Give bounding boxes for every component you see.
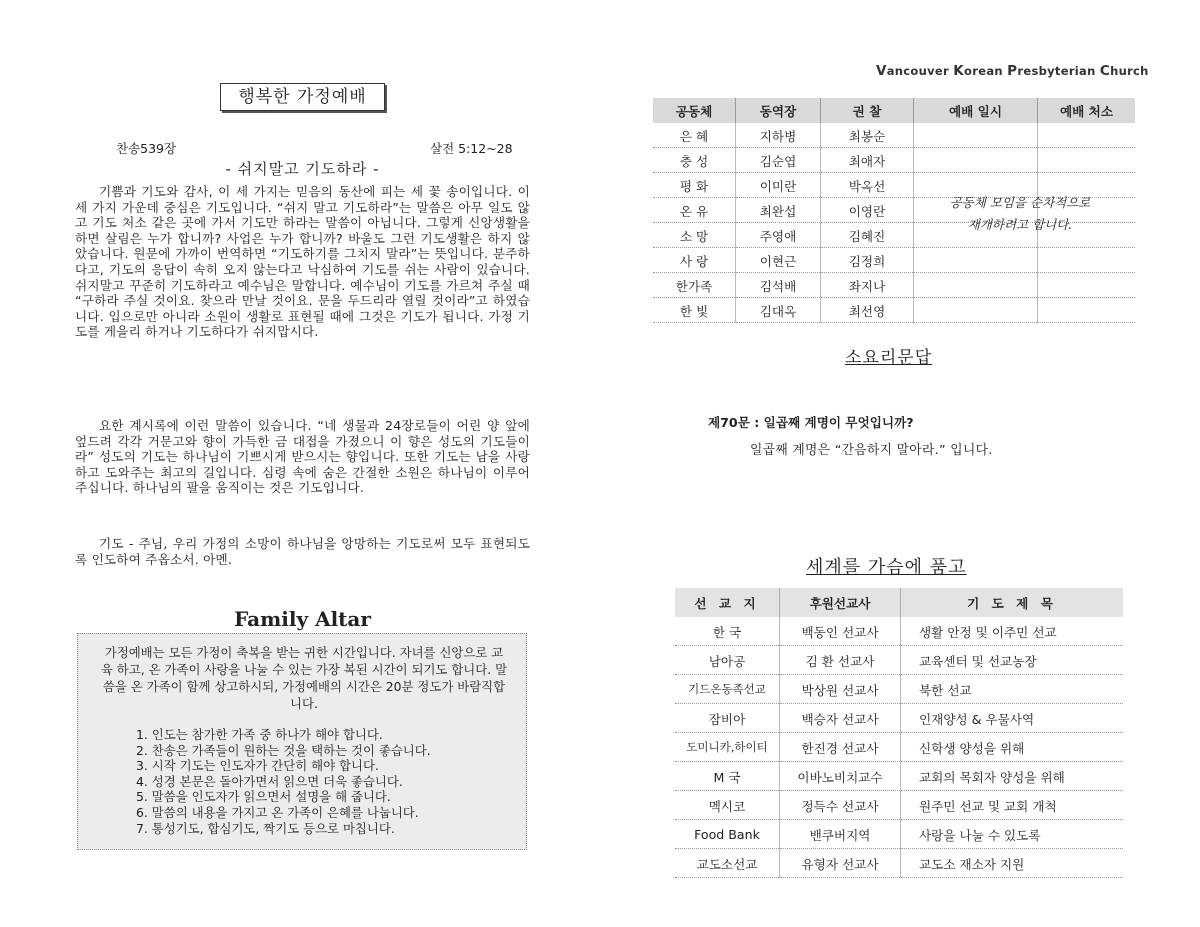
- table-cell: 평 화: [653, 173, 736, 198]
- table-cell: Food Bank: [675, 820, 780, 849]
- table-cell: 김석배: [736, 273, 821, 298]
- sermon-paragraph-1: 기쁨과 기도와 감사, 이 세 가지는 믿음의 동산에 피는 세 꽃 송이입니다. 이 세 가지 가운데 중심은 기도입니다. “쉬지 말고 기도하라”는 말씀은 아무 일도 않고 기도 처소 같은 곳에 가서 기도만 하라는 말씀이 아닙니다. 그렇게 신앙생활을 하면 살림은 누가 합니까? 사업은 누가 합니까? 바울도 그런 기도생활은 하지 않았습니다. 원문에 가까이 번역하면 “기도하기를 그치지 말라”는 뜻입니다. 분주하다고, 기도의 응답이 속히 오지 않는다고 낙심하여 기도를 쉬는 사람이 있습니다. 쉬지말고 꾸준히 기도하라고 예수님은 말합니다. 예수님이 기도를 가르쳐 주실 때 “구하라 주실 것이요. 찾으라 만날 것이요. 문을 두드리라 열릴 것이라”고 하였습니다. 입으로만 아니라 소원이 생활로 표현될 때에 그것은 기도가 됩니다. 가정 기도를 게을리 하거나 기도하다가 쉬지맙시다.: [75, 184, 530, 340]
- table-cell: 한가족: [653, 273, 736, 298]
- table-cell: [1038, 273, 1136, 298]
- table-cell: 멕시코: [675, 791, 780, 820]
- note-line: 재개하려고 합니다.: [967, 217, 1073, 232]
- hymn-number: 찬송539장: [116, 141, 177, 156]
- list-item: 6. 말씀의 내용을 가지고 온 가족이 은혜를 나눕니다.: [136, 804, 419, 820]
- table-cell: 김 환 선교사: [780, 646, 901, 675]
- mission-table: [675, 588, 1123, 878]
- family-altar-title: Family Altar: [234, 607, 371, 631]
- table-row: [653, 248, 1135, 273]
- table-cell: 은 혜: [653, 123, 736, 148]
- table-row: [675, 762, 1123, 791]
- table-row: [675, 646, 1123, 675]
- sermon-title: - 쉬지말고 기도하라 -: [225, 160, 380, 178]
- scripture-reference: 살전 5:12~28: [430, 141, 513, 156]
- table-cell: 한진경 선교사: [780, 733, 901, 762]
- table-cell: 김혜진: [821, 223, 914, 248]
- table-cell: 최봉순: [821, 123, 914, 148]
- table-cell: 교육센터 및 선교농장: [901, 646, 1124, 675]
- table-cell: [914, 148, 1038, 173]
- table-row: [675, 675, 1123, 704]
- mission-title: 세계를 가슴에 품고: [806, 557, 967, 578]
- table-row: [653, 123, 1135, 148]
- family-altar-box: [77, 633, 527, 850]
- table-cell: 충 성: [653, 148, 736, 173]
- column-header: 기 도 제 목: [901, 588, 1124, 617]
- church-name: Vancouver Korean Presbyterian Church: [876, 63, 1149, 79]
- table-cell: 최애자: [821, 148, 914, 173]
- table-row: [675, 617, 1123, 646]
- column-header: 공동체: [653, 98, 736, 123]
- table-header-row: [675, 588, 1123, 617]
- column-header: 예배 처소: [1038, 98, 1136, 123]
- table-row: [675, 704, 1123, 733]
- table-cell: 원주민 선교 및 교회 개척: [901, 791, 1124, 820]
- table-cell: 교회의 목회자 양성을 위해: [901, 762, 1124, 791]
- table-row: [675, 820, 1123, 849]
- table-cell: [1038, 248, 1136, 273]
- table-cell: [914, 123, 1038, 148]
- note-line: 공동체 모임을 순차적으로: [949, 195, 1091, 210]
- page-title: 행복한 가정예배: [220, 83, 385, 111]
- table-cell: [914, 248, 1038, 273]
- table-cell: 사 랑: [653, 248, 736, 273]
- table-cell: 잠비아: [675, 704, 780, 733]
- table-row: [653, 148, 1135, 173]
- table-cell: 백승자 선교사: [780, 704, 901, 733]
- list-item: 7. 통성기도, 합심기도, 짝기도 등으로 마칩니다.: [136, 820, 395, 836]
- table-cell: 최완섭: [736, 198, 821, 223]
- table-cell: 기드온동족선교: [675, 675, 780, 704]
- table-row: [675, 733, 1123, 762]
- list-item: 4. 성경 본문은 돌아가면서 읽으면 더욱 좋습니다.: [136, 773, 403, 789]
- table-header-row: [653, 98, 1135, 123]
- table-cell: 이영란: [821, 198, 914, 223]
- list-item: 5. 말씀을 인도자가 읽으면서 설명을 해 줍니다.: [136, 789, 391, 805]
- column-header: 권 찰: [821, 98, 914, 123]
- table-cell: 주영애: [736, 223, 821, 248]
- table-row: [675, 791, 1123, 820]
- table-cell: 지하병: [736, 123, 821, 148]
- column-header: 동역장: [736, 98, 821, 123]
- table-cell: 신학생 양성을 위해: [901, 733, 1124, 762]
- table-cell: 정득수 선교사: [780, 791, 901, 820]
- family-altar-list: [136, 727, 431, 836]
- list-item: 1. 인도는 참가한 가족 중 하나가 해야 합니다.: [136, 727, 383, 742]
- table-cell: 박상원 선교사: [780, 675, 901, 704]
- table-cell: 남아공: [675, 646, 780, 675]
- table-cell: 이현근: [736, 248, 821, 273]
- table-cell: 백동인 선교사: [780, 617, 901, 646]
- table-cell: 인재양성 & 우물사역: [901, 704, 1124, 733]
- family-altar-intro: 가정예배는 모든 가정이 축복을 받는 귀한 시간입니다. 자녀를 신앙으로 교육 하고, 온 가족이 사랑을 나눌 수 있는 가장 복된 시간이 되기도 합니다. 말씀을 온 가족이 함께 상고하시되, 가정예배의 시간은 20분 정도가 바람직합니다.: [100, 645, 508, 711]
- table-cell: 소 망: [653, 223, 736, 248]
- list-item: 2. 찬송은 가족들이 원하는 것을 택하는 것이 좋습니다.: [136, 742, 431, 758]
- table-cell: [1038, 298, 1136, 323]
- table-cell: 생활 안정 및 이주민 선교: [901, 617, 1124, 646]
- table-cell: 이미란: [736, 173, 821, 198]
- table-cell: M 국: [675, 762, 780, 791]
- table-cell: 밴쿠버지역: [780, 820, 901, 849]
- list-item: 3. 시작 기도는 인도자가 간단히 해야 합니다.: [136, 758, 379, 774]
- table-cell: 박옥선: [821, 173, 914, 198]
- table-cell: [914, 298, 1038, 323]
- table-cell: 사랑을 나눌 수 있도록: [901, 820, 1124, 849]
- column-header: 예배 일시: [914, 98, 1038, 123]
- table-cell: 이바노비치교수: [780, 762, 901, 791]
- table-cell: 한 국: [675, 617, 780, 646]
- table-cell: 교도소 재소자 지원: [901, 849, 1124, 878]
- table-row: [653, 273, 1135, 298]
- table-row: [653, 298, 1135, 323]
- column-header: 후원선교사: [780, 588, 901, 617]
- table-cell: 북한 선교: [901, 675, 1124, 704]
- table-cell: 최선영: [821, 298, 914, 323]
- table-cell: 도미니카,하이티: [675, 733, 780, 762]
- catechism-title: 소요리문답: [845, 348, 933, 368]
- table-cell: [1038, 148, 1136, 173]
- table-cell: 유형자 선교사: [780, 849, 901, 878]
- table-cell: 좌지나: [821, 273, 914, 298]
- table-cell: 김순엽: [736, 148, 821, 173]
- sermon-paragraph-2: 요한 계시록에 이런 말씀이 있습니다. “네 생물과 24장로들이 어린 양 앞에 엎드려 각각 거문고와 향이 가득한 금 대접을 가졌으니 이 향은 성도의 기도들이라” 성도의 기도는 하나님이 기쁘시게 받으시는 향입니다. 또한 기도는 남을 사랑하고 도와주는 최고의 길입니다. 심령 속에 숨은 간절한 소원은 하나님이 이루어 주십니다. 하나님의 팔을 움직이는 것은 기도입니다.: [75, 418, 530, 496]
- table-cell: 온 유: [653, 198, 736, 223]
- catechism-answer: 일곱째 계명은 “간음하지 말아라.” 입니다.: [750, 443, 993, 458]
- table-cell: 한 빛: [653, 298, 736, 323]
- column-header: 선 교 지: [675, 588, 780, 617]
- table-row: [675, 849, 1123, 878]
- table-cell: 김대옥: [736, 298, 821, 323]
- community-note: [905, 192, 1135, 236]
- table-cell: 김정희: [821, 248, 914, 273]
- catechism-question: 제70문 : 일곱째 계명이 무엇입니까?: [708, 415, 914, 430]
- table-cell: [1038, 123, 1136, 148]
- table-cell: [914, 273, 1038, 298]
- prayer-paragraph: 기도 - 주님, 우리 가정의 소망이 하나님을 앙망하는 기도로써 모두 표현되도록 인도하여 주옵소서. 아멘.: [75, 536, 530, 567]
- table-cell: 교도소선교: [675, 849, 780, 878]
